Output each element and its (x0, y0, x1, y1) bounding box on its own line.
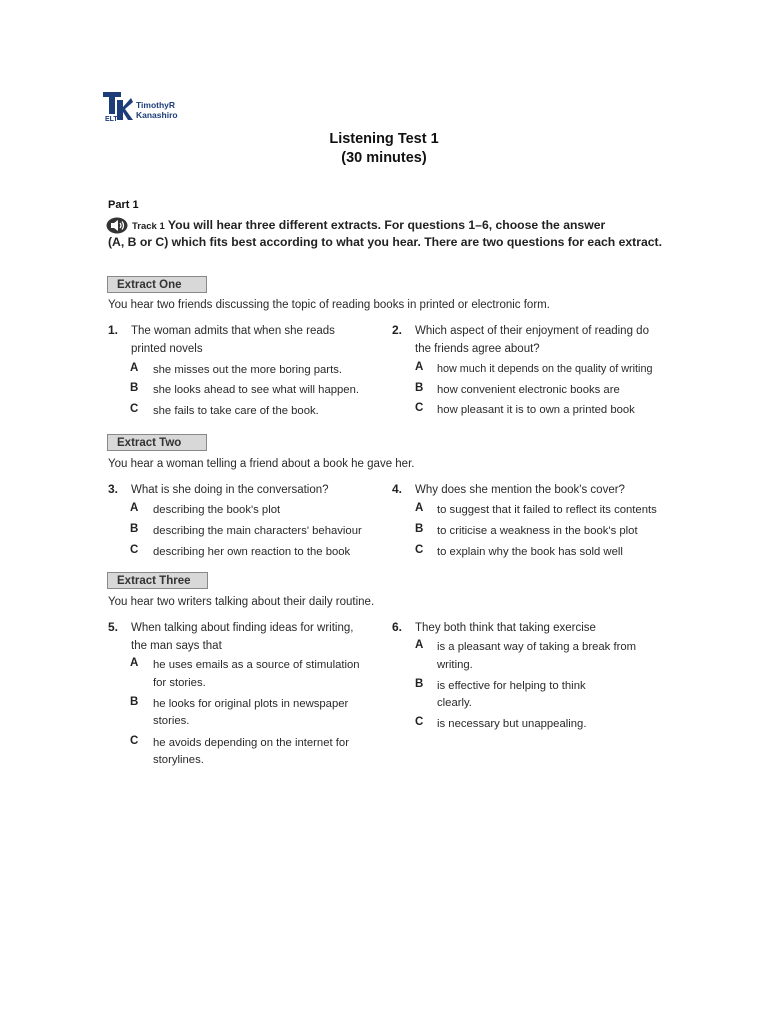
question-2-text: Which aspect of their enjoyment of reading do (415, 325, 649, 337)
instructions-text-1: You will hear three different extracts. For questions 1–6, choose the answer (167, 218, 606, 232)
question-4-text: Why does she mention the book's cover? (415, 484, 625, 496)
option-4a: to suggest that it failed to reflect its contents (437, 504, 657, 516)
option-2a: how much it depends on the quality of writing (437, 363, 653, 375)
page-title: Listening Test 1 (329, 131, 439, 147)
question-6-text: They both think that taking exercise (415, 622, 596, 634)
logo-tag: ELT (105, 116, 118, 123)
option-5c: he avoids depending on the internet for (153, 737, 349, 749)
logo (103, 92, 183, 126)
option-6a: is a pleasant way of taking a break from (437, 641, 637, 653)
track-label: Track 1 (132, 221, 165, 232)
option-5b: he looks for original plots in newspaper (153, 698, 349, 710)
option-3a: describing the book's plot (153, 504, 281, 516)
option-6c: is necessary but unappealing. (437, 718, 587, 730)
extract-one-label: Extract One (107, 276, 207, 293)
option-2c: how pleasant it is to own a printed book (437, 404, 635, 416)
extract-two-context: You hear a woman telling a friend about a book he gave her. (108, 458, 415, 470)
option-5a: he uses emails as a source of stimulation (153, 659, 360, 671)
option-3c: describing her own reaction to the book (153, 546, 351, 558)
logo-line1: TimothyR (136, 100, 176, 110)
option-4c: to explain why the book has sold well (437, 546, 623, 558)
part-heading: Part 1 (108, 199, 139, 211)
extract-one-context: You hear two friends discussing the topic of reading books in printed or electronic form. (108, 299, 550, 311)
page-subtitle: (30 minutes) (341, 150, 427, 166)
question-3-text: What is she doing in the conversation? (131, 484, 329, 496)
question-1-text: The woman admits that when she reads (131, 325, 335, 337)
option-6b: is effective for helping to think (437, 680, 586, 692)
option-3b: describing the main characters' behaviour (153, 525, 362, 537)
extract-three-context: You hear two writers talking about their daily routine. (108, 596, 375, 608)
option-1b: she looks ahead to see what will happen. (153, 384, 359, 396)
logo-line2: Kanashiro (136, 110, 178, 120)
extract-three-label: Extract Three (107, 572, 208, 589)
instructions-line1 (108, 218, 605, 232)
instructions-line2: (A, B or C) which fits best according to what you hear. There are two questions for each extract. (108, 235, 662, 249)
option-4b: to criticise a weakness in the book's plot (437, 525, 638, 537)
option-1a: she misses out the more boring parts. (153, 364, 342, 376)
question-5-text: When talking about finding ideas for writing, (131, 622, 354, 634)
extract-two-label: Extract Two (107, 434, 207, 451)
option-2b: how convenient electronic books are (437, 384, 620, 396)
audio-icon (106, 217, 130, 234)
option-1c: she fails to take care of the book. (153, 405, 319, 417)
